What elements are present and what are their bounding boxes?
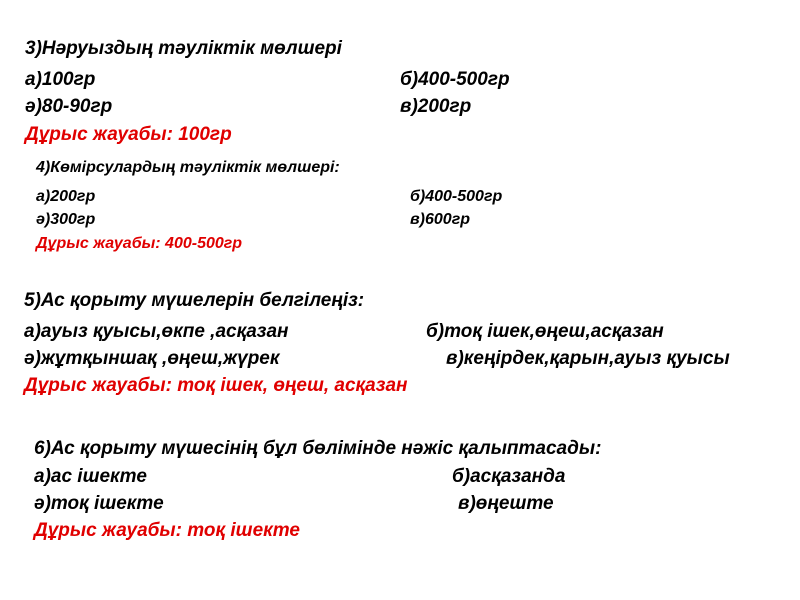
option-c: ә)тоқ ішекте [34,493,164,514]
option-a: а)200гр [36,188,96,205]
option-d: в)өңеште [458,493,554,514]
option-b: б)400-500гр [400,69,510,90]
question-title: 6)Ас қорыту мүшесінің бұл бөлімінде нәжіс қалыптасады: [34,438,602,459]
option-a: а)ауыз қуысы,өкпе ,асқазан [24,321,289,342]
question-title: 5)Ас қорыту мүшелерін белгілеңіз: [24,290,365,311]
option-d: в)200гр [400,96,472,117]
option-c: ә)80-90гр [25,96,113,117]
option-d: в)600гр [410,211,470,228]
question-title: 3)Нәруыздың тәуліктік мөлшері [25,38,342,59]
option-b: б)400-500гр [410,188,503,205]
option-b: б)тоқ ішек,өңеш,асқазан [426,321,664,342]
option-c: ә)жұтқыншақ ,өңеш,жүрек [24,348,280,369]
correct-answer: Дұрыс жауабы: 400-500гр [36,235,243,252]
option-a: а)ас ішекте [34,466,147,487]
correct-answer: Дұрыс жауабы: 100гр [25,124,232,145]
option-c: ә)300гр [36,211,96,228]
correct-answer: Дұрыс жауабы: тоқ ішекте [34,520,300,541]
option-a: а)100гр [25,69,96,90]
question-title: 4)Көмірсулардың тәуліктік мөлшері: [36,159,340,176]
option-b: б)асқазанда [452,466,566,487]
option-d: в)кеңірдек,қарын,ауыз қуысы [446,348,730,369]
correct-answer: Дұрыс жауабы: тоқ ішек, өңеш, асқазан [24,375,408,396]
